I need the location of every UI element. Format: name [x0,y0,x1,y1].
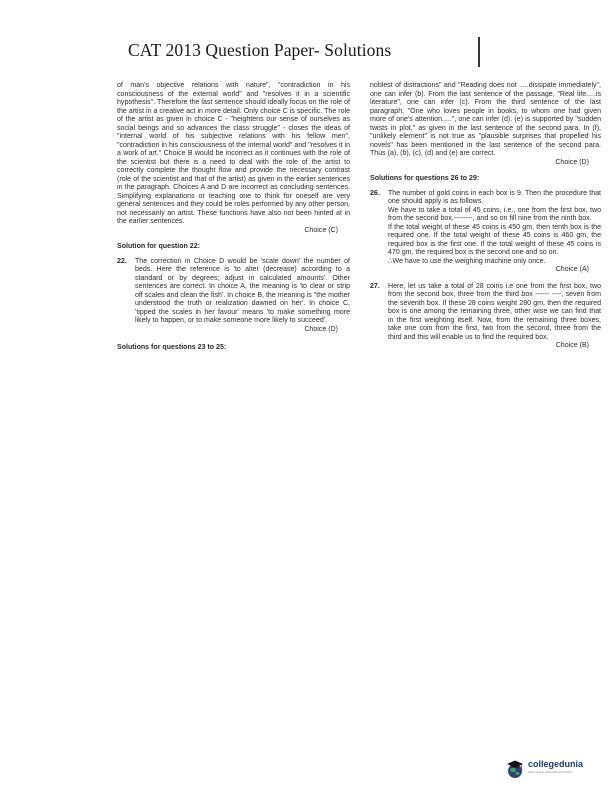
paragraph: ∴We have to use the weighing machine only once. [388,257,546,265]
section-heading: Solution for question 22: [117,243,200,251]
section-heading: Solutions for questions 26 to 29: [370,175,480,183]
right-column [370,82,601,351]
paragraph: If the total weight of these 45 coins is 450 gm, then tenth box is the required one. If the total weight of these 45 coins is 460 gm, the required box is the first one. If the total weight of these 45 coins is 470 gm, the required box is the second one and so on. [388,223,601,257]
paragraph: We have to take a total of 45 coins, i.e., one from the first box, two from the second box,--------, and so on fill nine from the ninth box. [388,206,601,223]
header-divider [478,37,480,67]
answer-choice: Choice (D) [304,325,338,333]
paragraph: of man's objective relations with nature", "contradiction in his consciousness of the external world" and "resolves it in a scientific hypothesis". Therefore the last sentence should ideally focus on the role of the artist in a creative act in more detail. Only choice C is specific. The role of the artist as given in choice C - "heightens our sense of ourselves as social beings and so advances the class struggle" - closes the ideas of "internal world of his subjective relations with his fellow men", "contradiction in his consciousness of the internal world" and "resolves it in a work of art." Choice B would be incorrect as it continues with the role of the scientist but there is a need to deal with the role of the artist to correctly complete the thought flow and provide the necessary contrast (role of the scientist and that of the artist) as given in the earlier sentences in the paragraph. Choices A and D are incorrect as concluding sentences. Simplifying explanations or teaching one to think for oneself are very general sentences and they could be roles performed by any other person, not necessarily an artist. These functions have also not been hinted at in the earlier sentences. [117,82,350,226]
answer-choice: Choice (A) [555,266,589,274]
answer-choice: Choice (B) [555,342,589,350]
graduate-globe-icon [504,758,526,780]
question-block [370,283,601,351]
paragraph: noblest of distractions" and "Reading does not .....dissipate immediately", one can infer (b). From the last sentence of the passage, "Real life.....is literature", one can infer (c). From the third sentence of the last paragraph, "One who loves people in books, to whom one had given more of one's attention.....", one can infer (d). (e) is supported by "sudden twists in plot," as given in the last sentence of the second para. In (f), "unlikely element" is not true as "plausible surprises that propelled his novels" has been mentioned in the last sentence of the second para. Thus (a), (b), (c), (d) and (e) are correct. [370,82,601,158]
answer-choice: Choice (D) [555,158,589,166]
question-block [370,190,601,275]
brand-logo [504,758,604,780]
left-column [117,82,350,359]
question-block [117,258,350,335]
section-heading: Solutions for questions 23 to 25: [117,344,227,352]
question-number: 22. [117,257,127,265]
paragraph: The correction in Choice D would be 'scale down' the number of beds. Here the reference is 'to alter (decrease) according to a standard or by degrees; adjust in calculated amounts'. Other sentences are correct. In choice A, the meaning is 'to clear or strip off scales and clean the fish'. In choice B, the meaning is "the mother understood the truth or realization dawned on her'. In choice C, 'tipped the scales in her favour' means 'to make something more likely to happen, or to make someone more likely to succeed'. [135,257,350,325]
answer-choice: Choice (C) [304,226,338,234]
paragraph: Here, let us take a total of 28 coins i.e one from the first box, two from the second box, three from the third box ------ ----, seven from the seventh box. If these 28 coins weight 280 gm, then the required box is one among the remaining three, other wise we can find that in the first weighting itself. Now, from the remaining three boxes, take one coin from the first, two from the second, three from the third and this will enable us to find the required box. [388,282,601,341]
logo-wordmark: collegedunia [528,759,584,769]
paragraph: The number of gold coins in each box is 9. Then the procedure that one should apply is as follows. [388,189,601,206]
question-number: 26. [370,189,380,197]
page-title: CAT 2013 Question Paper- Solutions [128,40,392,60]
logo-tagline: India's largest Student Review Platform [528,771,574,774]
question-number: 27. [370,282,380,290]
